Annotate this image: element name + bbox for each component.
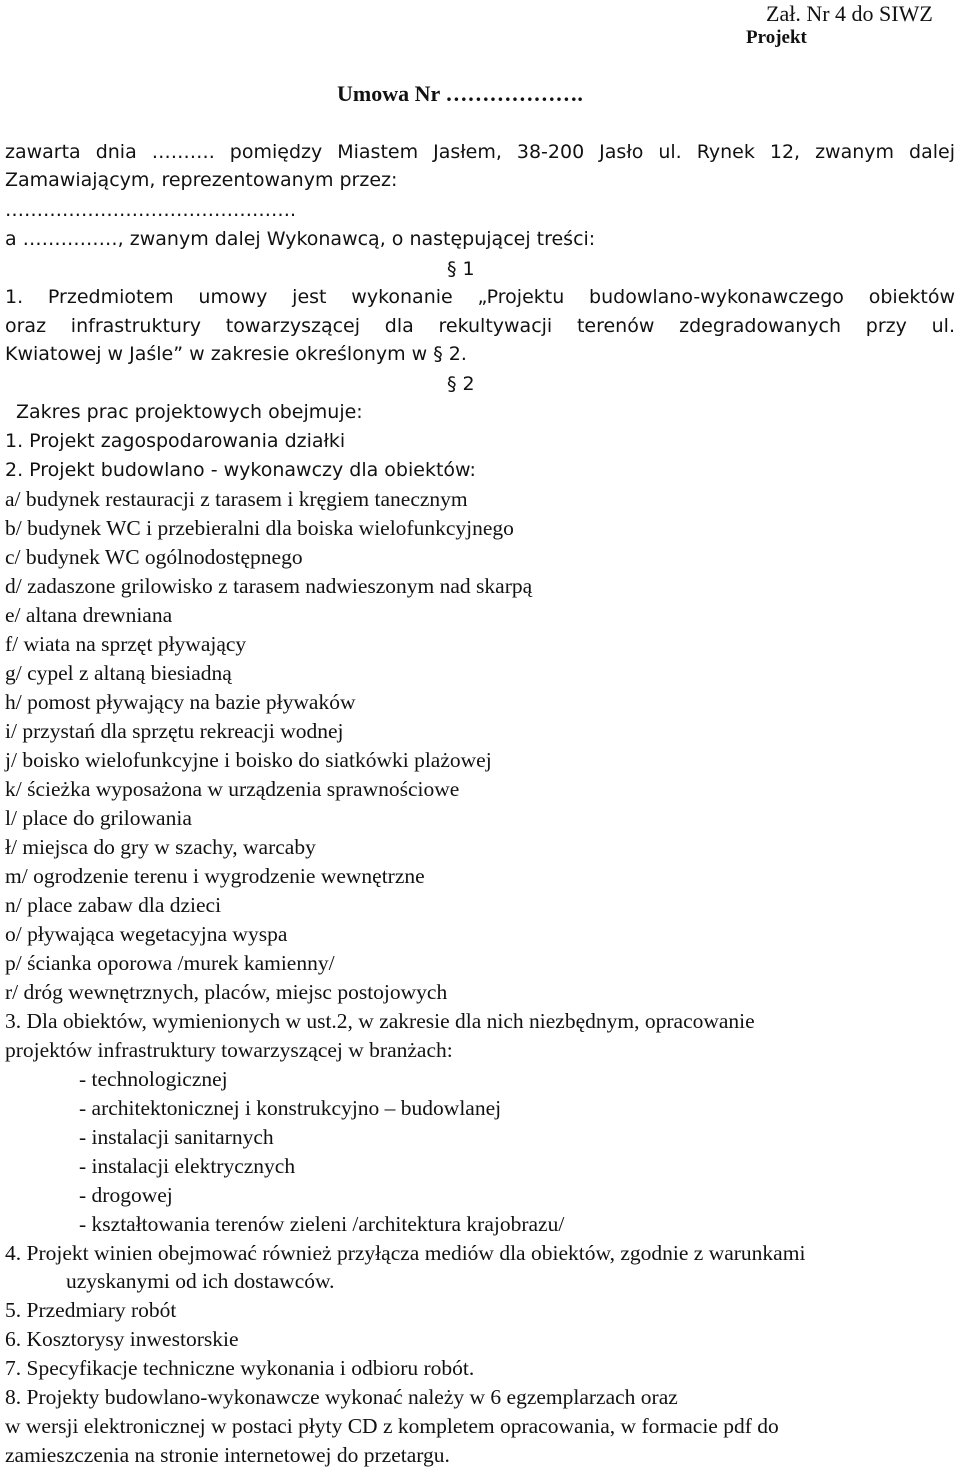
section-1-line-1: 1. Przedmiotem umowy jest wykonanie „Projektu budowlano-wykonawczego obiektów — [5, 286, 955, 308]
object-item: m/ ogrodzenie terenu i wygrodzenie wewnętrzne — [5, 864, 425, 888]
section-1-heading: § 1 — [447, 258, 475, 280]
object-item: c/ budynek WC ogólnodostępnego — [5, 545, 303, 569]
branch-item: - drogowej — [79, 1183, 173, 1207]
intro-line-1: zawarta dnia ………. pomiędzy Miastem Jasłem, 38-200 Jasło ul. Rynek 12, zwanym dalej — [5, 141, 955, 163]
document-title: Umowa Nr ………………. — [337, 81, 583, 106]
object-item: i/ przystań dla sprzętu rekreacji wodnej — [5, 719, 344, 743]
intro-line-3: ………………………………………. — [5, 199, 297, 221]
scope-item-2: 2. Projekt budowlano - wykonawczy dla obiektów: — [5, 459, 476, 481]
attachment-label: Zał. Nr 4 do SIWZ — [766, 1, 933, 26]
draft-label: Projekt — [746, 27, 807, 48]
object-item: b/ budynek WC i przebieralni dla boiska wielofunkcyjnego — [5, 516, 514, 540]
object-item: h/ pomost pływający na bazie pływaków — [5, 690, 356, 714]
object-item: j/ boisko wielofunkcyjne i boisko do siatkówki plażowej — [5, 748, 492, 772]
object-item: g/ cypel z altaną biesiadną — [5, 661, 232, 685]
scope-item-6: 6. Kosztorysy inwestorskie — [5, 1327, 239, 1351]
object-item: f/ wiata na sprzęt pływający — [5, 632, 247, 656]
branch-item: - instalacji sanitarnych — [79, 1125, 274, 1149]
scope-item-5: 5. Przedmiary robót — [5, 1298, 177, 1322]
scope-item-4-line-1: 4. Projekt winien obejmować również przyłącza mediów dla obiektów, zgodnie z warunkami — [5, 1241, 806, 1265]
object-item: p/ ścianka oporowa /murek kamienny/ — [5, 951, 335, 975]
scope-item-8-line-3: zamieszczenia na stronie internetowej do przetargu. — [5, 1443, 450, 1467]
intro-line-4: a ……………, zwanym dalej Wykonawcą, o następującej treści: — [5, 228, 596, 250]
branch-item: - kształtowania terenów zieleni /architektura krajobrazu/ — [79, 1212, 565, 1236]
section-1-line-3: Kwiatowej w Jaśle” w zakresie określonym w § 2. — [5, 343, 467, 365]
object-item: l/ place do grilowania — [5, 806, 192, 830]
scope-item-8-line-2: w wersji elektronicznej w postaci płyty CD z kompletem opracowania, w formacie pdf do — [5, 1414, 779, 1438]
section-1-line-2: oraz infrastruktury towarzyszącej dla rekultywacji terenów zdegradowanych przy ul. — [5, 315, 955, 337]
scope-item-8-line-1: 8. Projekty budowlano-wykonawcze wykonać należy w 6 egzemplarzach oraz — [5, 1385, 678, 1409]
object-item: ł/ miejsca do gry w szachy, warcaby — [5, 835, 316, 859]
scope-item-3-line-2: projektów infrastruktury towarzyszącej w branżach: — [5, 1038, 453, 1062]
branch-item: - instalacji elektrycznych — [79, 1154, 296, 1178]
object-item: o/ pływająca wegetacyjna wyspa — [5, 922, 288, 946]
branch-item: - technologicznej — [79, 1067, 228, 1091]
scope-item-1: 1. Projekt zagospodarowania działki — [5, 430, 346, 452]
object-item: e/ altana drewniana — [5, 603, 173, 627]
object-item: a/ budynek restauracji z tarasem i kręgiem tanecznym — [5, 487, 468, 511]
scope-item-7: 7. Specyfikacje techniczne wykonania i odbioru robót. — [5, 1356, 475, 1380]
branch-item: - architektonicznej i konstrukcyjno – budowlanej — [79, 1096, 502, 1120]
object-item: n/ place zabaw dla dzieci — [5, 893, 222, 917]
scope-intro: Zakres prac projektowych obejmuje: — [16, 401, 363, 423]
object-item: r/ dróg wewnętrznych, placów, miejsc postojowych — [5, 980, 448, 1004]
object-item: k/ ścieżka wyposażona w urządzenia sprawnościowe — [5, 777, 460, 801]
intro-line-2: Zamawiającym, reprezentowanym przez: — [5, 169, 398, 191]
scope-item-4-line-2: uzyskanymi od ich dostawców. — [66, 1269, 335, 1293]
scope-item-3-line-1: 3. Dla obiektów, wymienionych w ust.2, w zakresie dla nich niezbędnym, opracowanie — [5, 1009, 755, 1033]
object-item: d/ zadaszone grilowisko z tarasem nadwieszonym nad skarpą — [5, 574, 533, 598]
section-2-heading: § 2 — [447, 373, 475, 395]
